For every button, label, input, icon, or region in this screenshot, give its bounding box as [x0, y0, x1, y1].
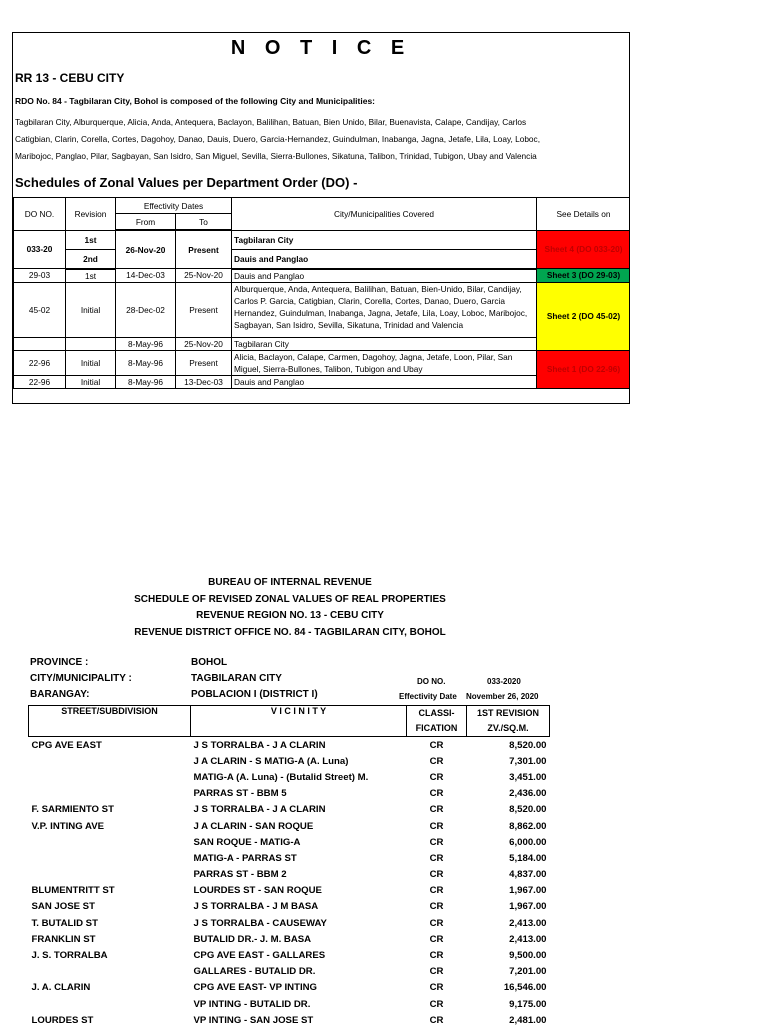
classification-cell: CR [407, 850, 467, 866]
sheet-link-2[interactable]: Sheet 2 (DO 45-02) [537, 282, 631, 350]
to-date: Present [176, 230, 232, 269]
zonal-value-cell: 8,862.00 [467, 818, 550, 834]
classification-header: CLASSI- [407, 706, 467, 721]
covered-cell: Dauis and Panglao [232, 269, 537, 283]
sheet-link-4[interactable]: Sheet 4 (DO 033-20) [537, 230, 631, 269]
do-number: 033-20 [14, 230, 66, 269]
empty-cell [14, 337, 66, 350]
street-cell: J. S. TORRALBA [29, 947, 191, 963]
sheet-link-1[interactable]: Sheet 1 (DO 22-96) [537, 350, 631, 388]
zonal-value-cell: 8,520.00 [467, 737, 550, 754]
do-no-value: 033-2020 [487, 677, 521, 686]
zonal-value-cell: 16,546.00 [467, 980, 550, 996]
header-effectivity: Effectivity Dates [116, 198, 232, 214]
classification-header: FICATION [407, 720, 467, 737]
zonal-value-cell: 8,520.00 [467, 802, 550, 818]
table-row [29, 753, 550, 769]
vicinity-cell: LOURDES ST - SAN ROQUE [191, 883, 407, 899]
classification-cell: CR [407, 883, 467, 899]
vicinity-cell: MATIG-A - PARRAS ST [191, 850, 407, 866]
street-cell: CPG AVE EAST [29, 737, 191, 754]
street-cell [29, 850, 191, 866]
revision-cell: 2nd [66, 249, 116, 269]
notice-box [12, 32, 630, 404]
province-label: PROVINCE : [30, 657, 88, 668]
municipalities-line: Catigbian, Clarin, Corella, Cortes, Dagohoy, Danao, Dauis, Duero, Garcia-Hernandez, Guindulman, Inabanga, Jagna, Jetafe, Lila, Loay, Loboc, [15, 134, 540, 144]
zonal-value-cell: 6,000.00 [467, 834, 550, 850]
zonal-value-cell: 4,837.00 [467, 867, 550, 883]
classification-cell: CR [407, 915, 467, 931]
header-from: From [116, 214, 176, 231]
street-cell [29, 834, 191, 850]
vicinity-cell: J S TORRALBA - J A CLARIN [191, 737, 407, 754]
zonal-value-cell: 7,301.00 [467, 753, 550, 769]
municipalities-line: Maribojoc, Panglao, Pilar, Sagbayan, San Isidro, San Miguel, Sevilla, Sierra-Bullones, Sikatuna, Talibon, Trinidad, Tubigon, Ubay and Valencia [15, 151, 537, 161]
vicinity-cell: MATIG-A (A. Luna) - (Butalid Street) M. [191, 769, 407, 785]
from-date: 8-May-96 [116, 375, 176, 388]
classification-cell: CR [407, 964, 467, 980]
from-date: 14-Dec-03 [116, 269, 176, 283]
table-row [29, 737, 550, 754]
zonal-value-cell: 9,175.00 [467, 996, 550, 1012]
empty-cell [66, 337, 116, 350]
header-line: BUREAU OF INTERNAL REVENUE [60, 575, 520, 592]
province-value: BOHOL [191, 657, 227, 668]
street-cell: LOURDES ST [29, 1012, 191, 1028]
vicinity-cell: J S TORRALBA - CAUSEWAY [191, 915, 407, 931]
street-cell: SAN JOSE ST [29, 899, 191, 915]
zonal-value-cell: 9,500.00 [467, 947, 550, 963]
classification-cell: CR [407, 737, 467, 754]
zonal-value-cell: 1,967.00 [467, 899, 550, 915]
street-cell [29, 867, 191, 883]
notice-title: N O T I C E [13, 37, 629, 60]
zonal-values-body [29, 737, 550, 1028]
do-schedule-table [13, 197, 630, 389]
table-row [29, 883, 550, 899]
table-row [29, 867, 550, 883]
classification-cell: CR [407, 786, 467, 802]
effectivity-label: Effectivity Date [399, 692, 457, 701]
vicinity-cell: J A CLARIN - SAN ROQUE [191, 818, 407, 834]
revision-header: ZV./SQ.M. [467, 720, 550, 737]
table-row [29, 786, 550, 802]
street-cell: BLUMENTRITT ST [29, 883, 191, 899]
covered-cell: Alburquerque, Anda, Antequera, Balilihan, Batuan, Bien-Unido, Bilar, Candijay, Carlos P. Garcia, Catigbian, Clarin, Corella, Cortes, Danao, Duero, Garcia Hernandez, Guindulman, Inabanga, Jagna, Jetafe, Lila, Loay, Loboc, Maribojoc, Sagbayan, San Isidro, Sevilla, Sikatuna, Trinidad and Valencia [232, 282, 537, 337]
table-row [29, 947, 550, 963]
street-cell [29, 964, 191, 980]
to-date: 25-Nov-20 [176, 269, 232, 283]
vicinity-cell: J A CLARIN - S MATIG-A (A. Luna) [191, 753, 407, 769]
table-row [29, 899, 550, 915]
zonal-value-cell: 2,436.00 [467, 786, 550, 802]
rdo-line: RDO No. 84 - Tagbilaran City, Bohol is composed of the following City and Municipalities: [15, 96, 375, 106]
header-covered: City/Municipalities Covered [232, 198, 537, 231]
header-details: See Details on [537, 198, 631, 231]
sheet-link-3[interactable]: Sheet 3 (DO 29-03) [537, 269, 631, 283]
table-row [29, 834, 550, 850]
do-no-label: DO NO. [417, 677, 445, 686]
revision-header: 1ST REVISION [467, 706, 550, 721]
bir-header [60, 575, 520, 641]
vicinity-cell: CPG AVE EAST - GALLARES [191, 947, 407, 963]
vicinity-cell: BUTALID DR.- J. M. BASA [191, 931, 407, 947]
table-row [29, 1012, 550, 1028]
zonal-value-cell: 1,967.00 [467, 883, 550, 899]
zonal-values-table [28, 705, 550, 1028]
covered-cell: Dauis and Panglao [232, 375, 537, 388]
classification-cell: CR [407, 753, 467, 769]
vicinity-cell: SAN ROQUE - MATIG-A [191, 834, 407, 850]
vicinity-cell: GALLARES - BUTALID DR. [191, 964, 407, 980]
do-number: 22-96 [14, 375, 66, 388]
do-number: 22-96 [14, 350, 66, 375]
revision-cell: 1st [66, 269, 116, 283]
municipalities-line: Tagbilaran City, Alburquerque, Alicia, Anda, Antequera, Baclayon, Balilihan, Batuan, Bien Unido, Bilar, Buenavista, Calape, Candijay, Carlos [15, 117, 526, 127]
classification-cell: CR [407, 867, 467, 883]
from-date: 28-Dec-02 [116, 282, 176, 337]
revision-cell: Initial [66, 375, 116, 388]
header-line: REVENUE DISTRICT OFFICE NO. 84 - TAGBILARAN CITY, BOHOL [60, 625, 520, 642]
revision-cell: Initial [66, 282, 116, 337]
from-date: 26-Nov-20 [116, 230, 176, 269]
city-label: CITY/MUNICIPALITY : [30, 673, 132, 684]
vicinity-cell: J S TORRALBA - J M BASA [191, 899, 407, 915]
street-cell: T. BUTALID ST [29, 915, 191, 931]
street-cell [29, 753, 191, 769]
from-date: 8-May-96 [116, 337, 176, 350]
table-row [29, 980, 550, 996]
effectivity-value: November 26, 2020 [466, 692, 550, 701]
covered-cell: Alicia, Baclayon, Calape, Carmen, Dagohoy, Jagna, Jetafe, Loon, Pilar, San Miguel, Sierra-Bullones, Talibon, Tubigon and Ubay [232, 350, 537, 375]
header-do-no: DO NO. [14, 198, 66, 231]
from-date: 8-May-96 [116, 350, 176, 375]
zonal-value-cell: 3,451.00 [467, 769, 550, 785]
vicinity-header: V I C I N I T Y [191, 706, 407, 737]
to-date: Present [176, 350, 232, 375]
classification-cell: CR [407, 996, 467, 1012]
street-cell: F. SARMIENTO ST [29, 802, 191, 818]
classification-cell: CR [407, 802, 467, 818]
classification-cell: CR [407, 931, 467, 947]
zonal-value-cell: 7,201.00 [467, 964, 550, 980]
table-row [29, 996, 550, 1012]
classification-cell: CR [407, 1012, 467, 1028]
barangay-label: BARANGAY: [30, 689, 89, 700]
schedule-title: Schedules of Zonal Values per Department Order (DO) - [15, 175, 357, 190]
do-number: 29-03 [14, 269, 66, 283]
zonal-value-cell: 2,413.00 [467, 915, 550, 931]
street-cell [29, 996, 191, 1012]
classification-cell: CR [407, 947, 467, 963]
vicinity-cell: J S TORRALBA - J A CLARIN [191, 802, 407, 818]
classification-cell: CR [407, 899, 467, 915]
zonal-value-cell: 2,481.00 [467, 1012, 550, 1028]
street-cell: J. A. CLARIN [29, 980, 191, 996]
vicinity-cell: PARRAS ST - BBM 2 [191, 867, 407, 883]
header-line: SCHEDULE OF REVISED ZONAL VALUES OF REAL PROPERTIES [60, 592, 520, 609]
street-cell [29, 769, 191, 785]
zonal-value-cell: 2,413.00 [467, 931, 550, 947]
covered-cell: Tagbilaran City [232, 337, 537, 350]
vicinity-cell: VP INTING - BUTALID DR. [191, 996, 407, 1012]
classification-cell: CR [407, 769, 467, 785]
street-header: STREET/SUBDIVISION [29, 706, 191, 737]
to-date: 25-Nov-20 [176, 337, 232, 350]
table-row [29, 769, 550, 785]
classification-cell: CR [407, 980, 467, 996]
header-line: REVENUE REGION NO. 13 - CEBU CITY [60, 608, 520, 625]
street-cell: FRANKLIN ST [29, 931, 191, 947]
to-date: Present [176, 282, 232, 337]
table-row [29, 915, 550, 931]
table-row [29, 802, 550, 818]
barangay-value: POBLACION I (DISTRICT I) [191, 689, 318, 700]
vicinity-cell: PARRAS ST - BBM 5 [191, 786, 407, 802]
table-row [29, 818, 550, 834]
to-date: 13-Dec-03 [176, 375, 232, 388]
classification-cell: CR [407, 818, 467, 834]
classification-cell: CR [407, 834, 467, 850]
city-value: TAGBILARAN CITY [191, 673, 282, 684]
table-row [29, 850, 550, 866]
vicinity-cell: VP INTING - SAN JOSE ST [191, 1012, 407, 1028]
vicinity-cell: CPG AVE EAST- VP INTING [191, 980, 407, 996]
covered-cell: Tagbilaran City [232, 230, 537, 249]
region-label: RR 13 - CEBU CITY [15, 71, 124, 85]
street-cell: V.P. INTING AVE [29, 818, 191, 834]
street-cell [29, 786, 191, 802]
do-number: 45-02 [14, 282, 66, 337]
zonal-value-cell: 5,184.00 [467, 850, 550, 866]
table-row [29, 964, 550, 980]
table-row [29, 931, 550, 947]
revision-cell: Initial [66, 350, 116, 375]
covered-cell: Dauis and Panglao [232, 249, 537, 269]
header-revision: Revision [66, 198, 116, 231]
revision-cell: 1st [66, 230, 116, 249]
header-to: To [176, 214, 232, 231]
